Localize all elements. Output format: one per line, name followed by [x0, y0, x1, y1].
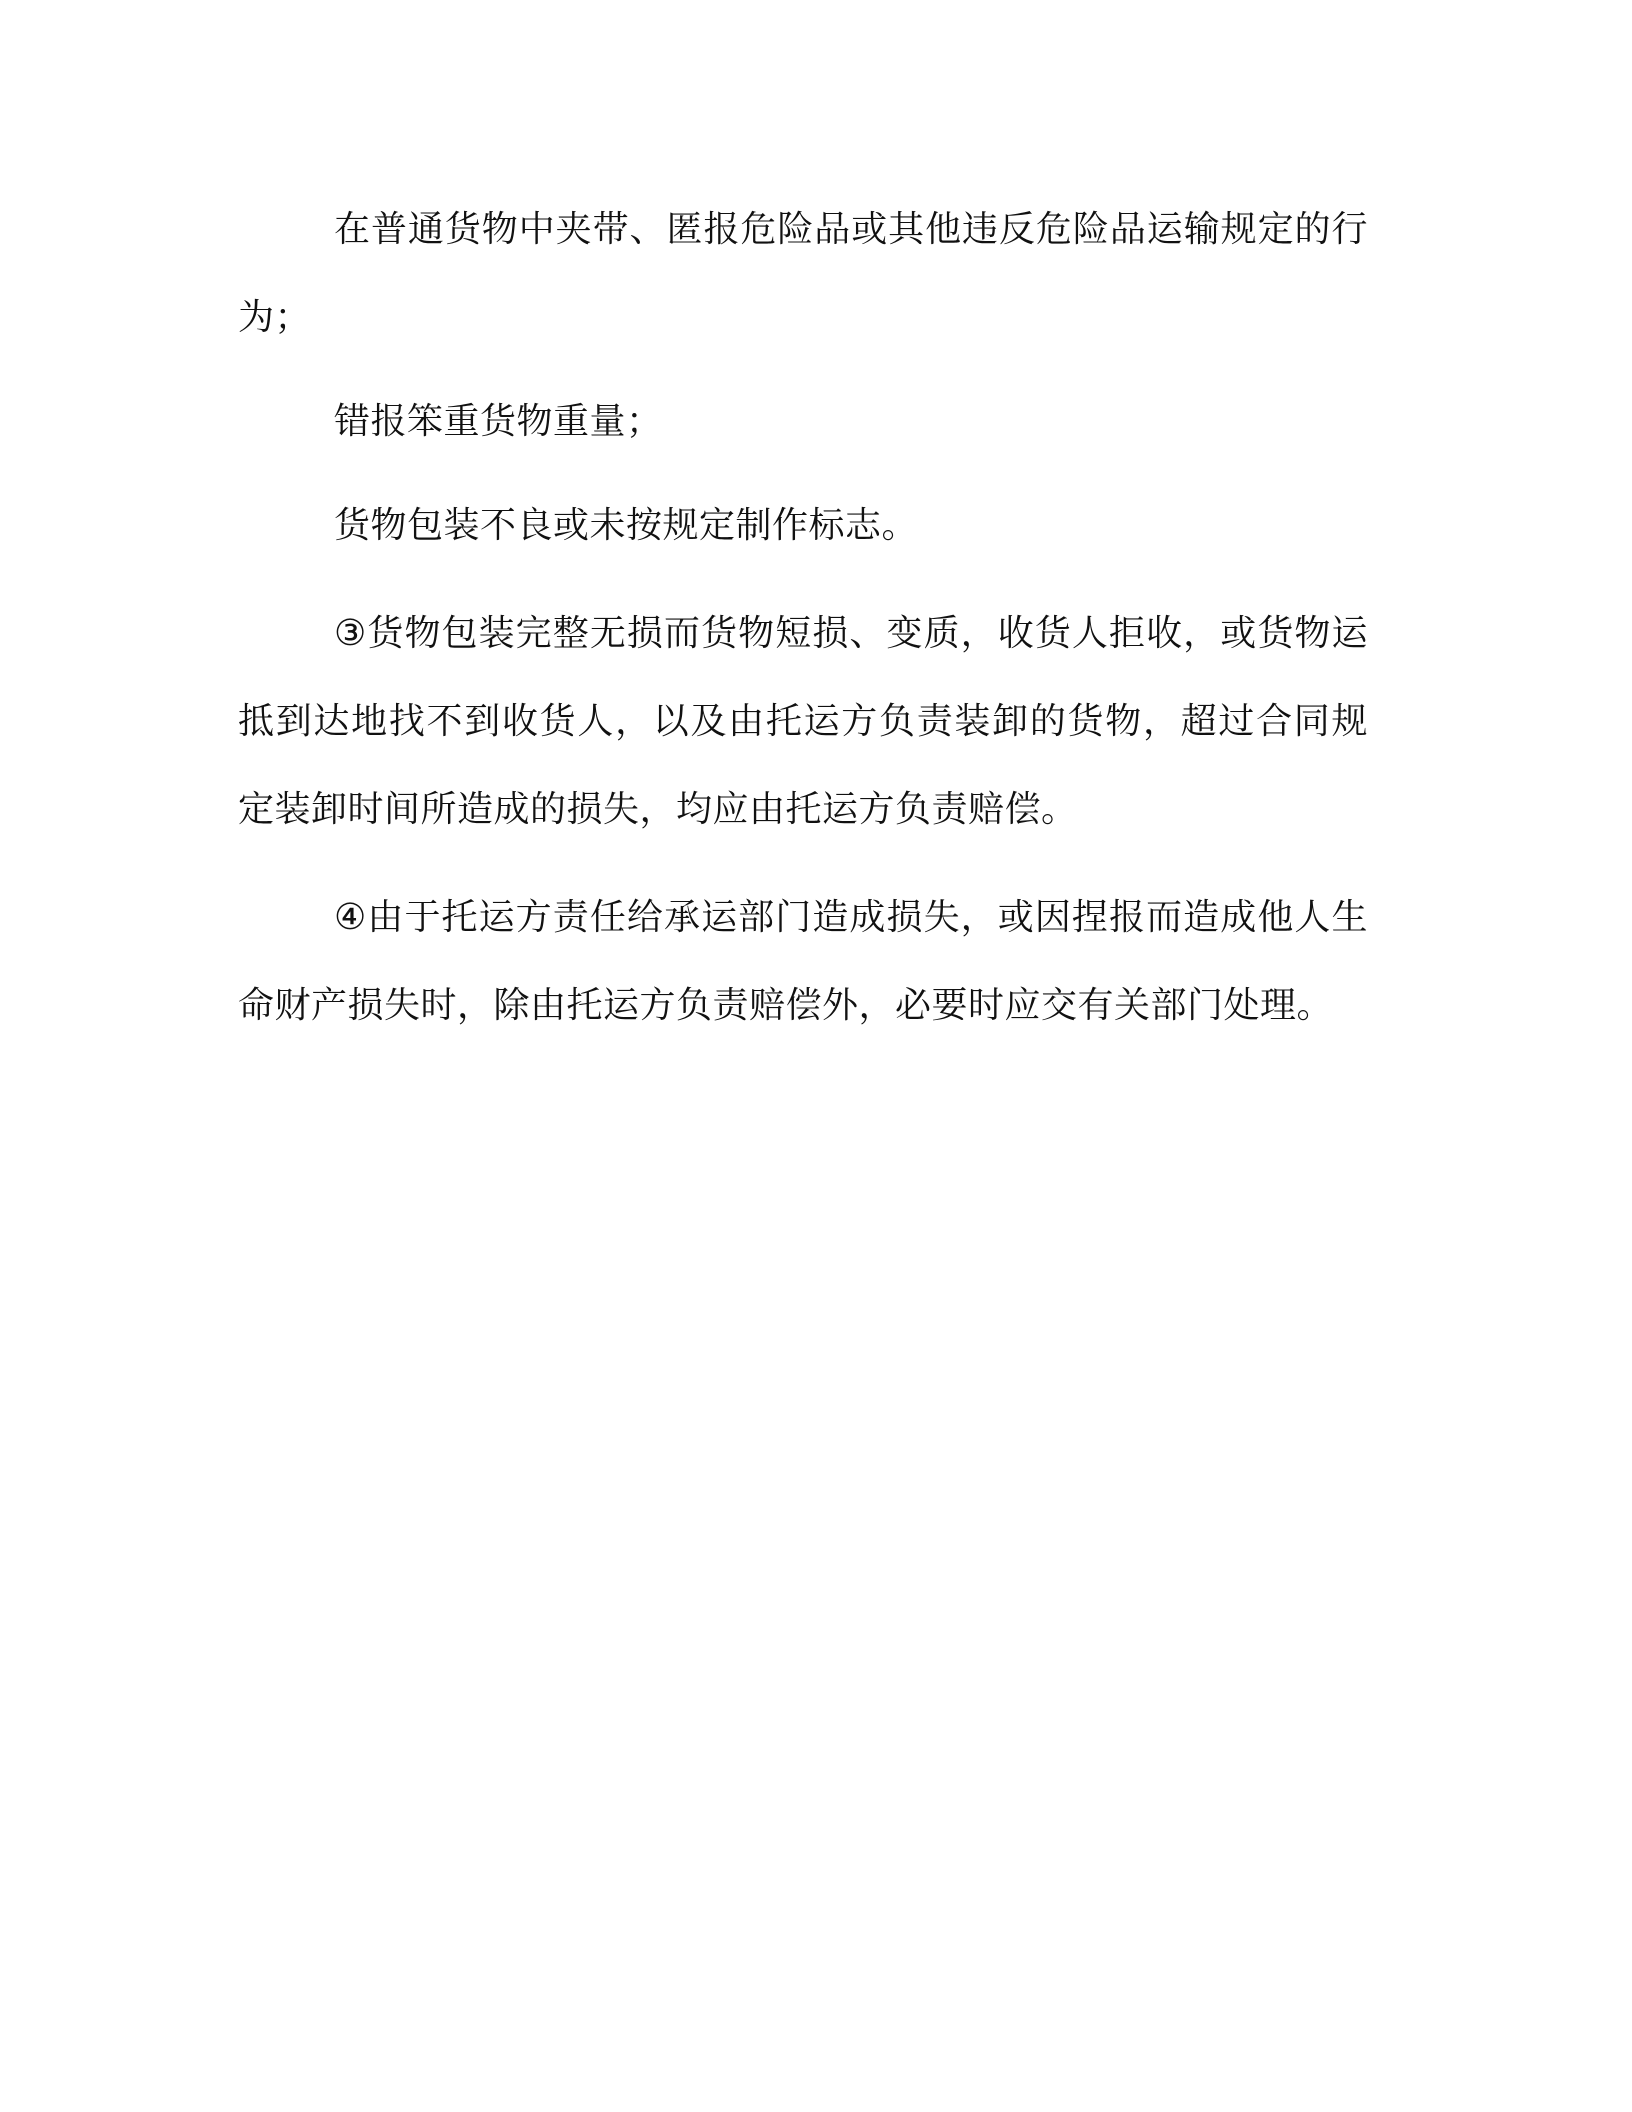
paragraph-clause-3: ③货物包装完整无损而货物短损、变质，收货人拒收，或货物运抵到达地找不到收货人，以及由托运方负责装卸的货物，超过合同规定装卸时间所造成的损失，均应由托运方负责赔偿。 — [238, 613, 1368, 830]
paragraph-clause-4: ④由于托运方责任给承运部门造成损失，或因捏报而造成他人生命财产损失时，除由托运方负责赔偿外，必要时应交有关部门处理。 — [238, 897, 1368, 1026]
paragraph-dangerous-goods: 在普通货物中夹带、匿报危险品或其他违反危险品运输规定的行为； — [238, 209, 1368, 338]
document-body — [238, 186, 1368, 1050]
paragraph-weight-misreport: 错报笨重货物重量； — [334, 401, 663, 442]
paragraph-packaging: 货物包装不良或未按规定制作标志。 — [334, 505, 919, 546]
